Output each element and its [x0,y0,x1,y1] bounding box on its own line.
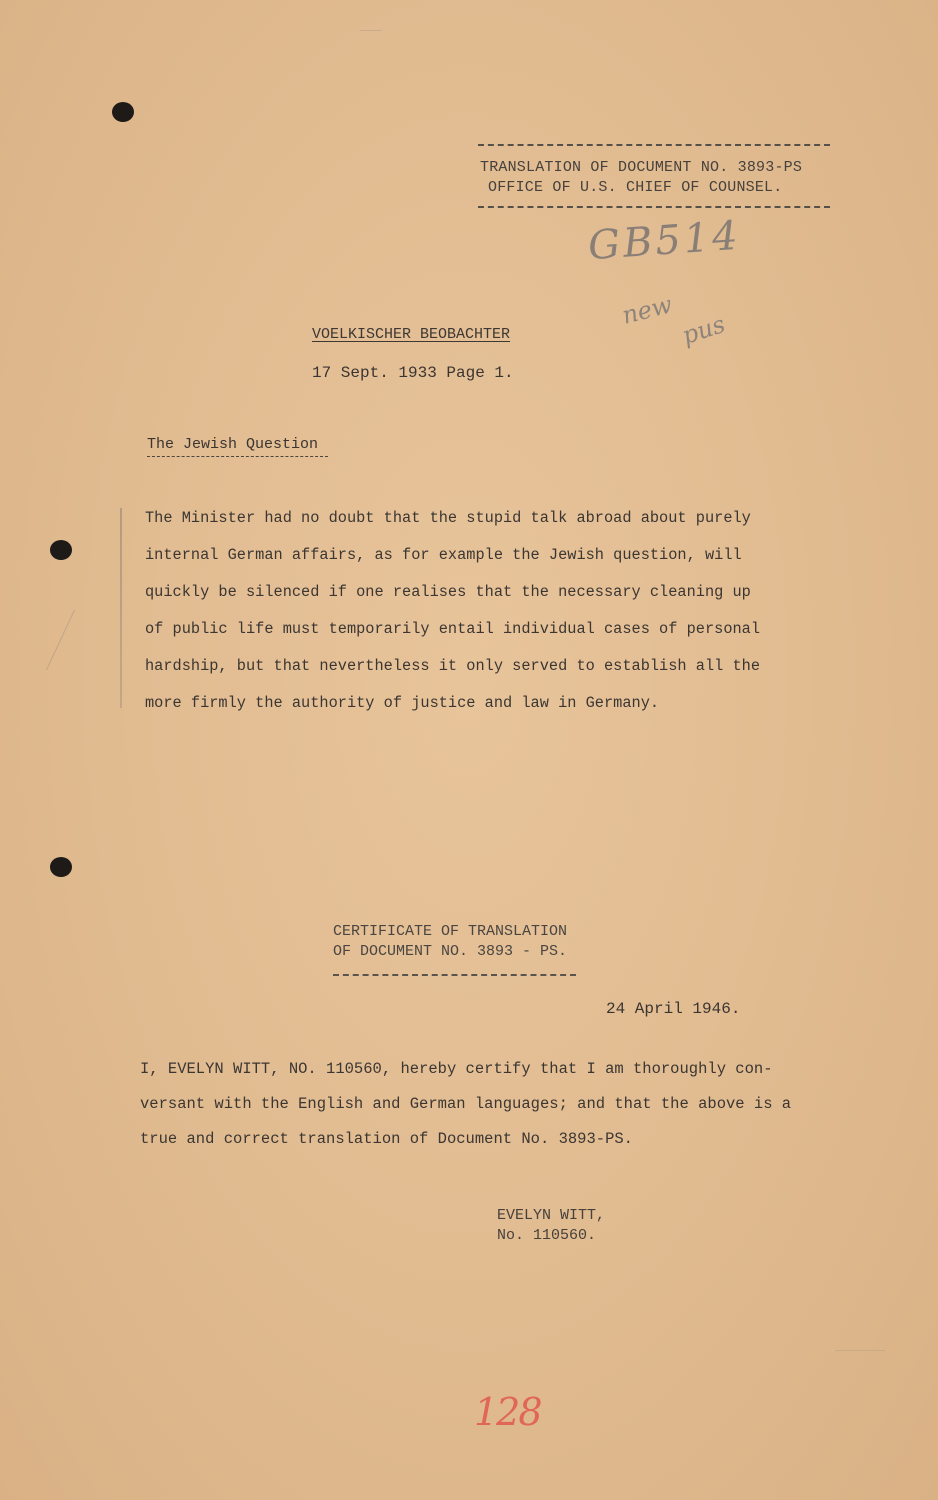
certificate-rule [333,974,576,976]
certificate-line: true and correct translation of Document No. 3893-PS. [140,1130,633,1148]
article-line: more firmly the authority of justice and law in Germany. [145,694,660,712]
handwritten-code: GB514 [586,212,743,270]
header-line-2: OFFICE OF U.S. CHIEF OF COUNSEL. [488,179,783,196]
handwritten-note: pus [678,310,729,350]
punch-hole-icon [112,102,134,122]
paper-mark [835,1350,885,1351]
certificate-title [333,922,593,976]
certificate-title-line-1: CERTIFICATE OF TRANSLATION [333,923,568,940]
article-line: quickly be silenced if one realises that the necessary cleaning up [145,583,751,601]
newspaper-title: VOELKISCHER BEOBACHTER [312,326,511,343]
handwritten-note: new [619,290,675,330]
article-heading: The Jewish Question [147,436,328,457]
article-line: hardship, but that nevertheless it only served to establish all the [145,657,761,675]
paper-mark [360,30,382,31]
punch-hole-icon [50,540,72,560]
certificate-body [140,1052,830,1157]
signature-block [497,1206,605,1246]
article-line: of public life must temporarily entail individual cases of personal [145,620,761,638]
margin-mark [46,610,125,670]
article-dateline: 17 Sept. 1933 Page 1. [312,364,514,382]
header-line-1: TRANSLATION OF DOCUMENT NO. 3893-PS [480,159,803,176]
signature-name: EVELYN WITT, [497,1207,606,1224]
article-body [145,500,800,722]
margin-mark [120,508,122,708]
translation-header [478,144,830,208]
page-number: 128 [474,1390,541,1434]
article-line: internal German affairs, as for example the Jewish question, will [145,546,742,564]
punch-hole-icon [50,857,72,877]
certificate-line: I, EVELYN WITT, NO. 110560, hereby certify that I am thoroughly con- [140,1060,773,1078]
certificate-title-line-2: OF DOCUMENT NO. 3893 - PS. [333,943,568,960]
certificate-date: 24 April 1946. [606,1000,741,1018]
header-bottom-rule [478,206,830,208]
header-top-rule [478,144,830,146]
article-line: The Minister had no doubt that the stupid talk abroad about purely [145,509,751,527]
certificate-line: versant with the English and German languages; and that the above is a [140,1095,792,1113]
signature-number: No. 110560. [497,1227,597,1244]
